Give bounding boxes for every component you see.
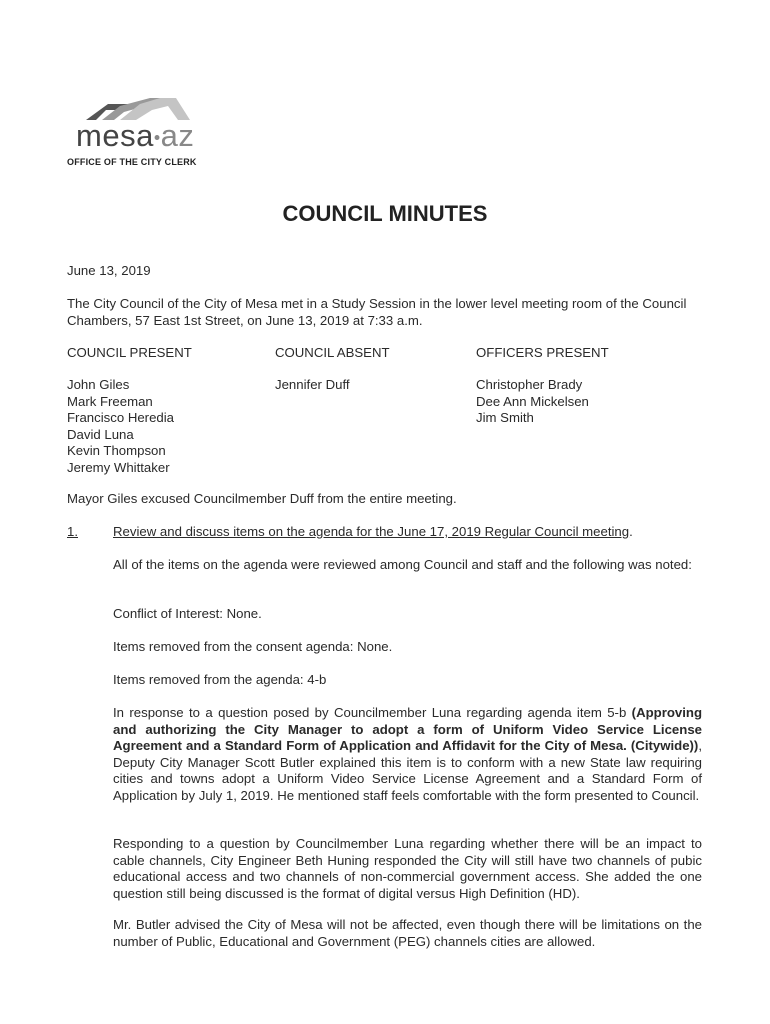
logo-text: mesa	[76, 118, 154, 153]
council-absent-list	[275, 377, 350, 394]
item-paragraph-cable: Responding to a question by Councilmember Luna regarding whether there will be an impact to cable channels, City Engineer Beth Huning responded the City will still have two channels of pubic educational access and two channels of non-commercial government access. She added the one question still being discussed is the format of digital versus High Definition (HD).	[113, 836, 702, 901]
list-item: Francisco Heredia	[67, 410, 175, 425]
logo-suffix: az	[160, 118, 195, 153]
council-absent-heading: COUNCIL ABSENT	[275, 345, 390, 360]
item-title-text: Review and discuss items on the agenda for the June 17, 2019 Regular Council meeting	[113, 524, 630, 539]
council-present-list	[67, 377, 174, 476]
paragraph-text: , Deputy City Manager Scott Butler explained this item is to conform with a new State law requiring cities and towns adopt a Uniform Video Service License Agreement and a Standard Form of Application by July 1, 2019. He mentioned staff feels comfortable with the form presented to Council.	[113, 738, 702, 803]
officers-present-list	[476, 377, 589, 427]
list-item: Christopher Brady	[476, 377, 583, 392]
list-item: Mark Freeman	[67, 393, 153, 409]
officers-present-heading: OFFICERS PRESENT	[476, 345, 609, 360]
council-present-heading: COUNCIL PRESENT	[67, 345, 192, 360]
list-item: Kevin Thompson	[67, 443, 166, 458]
list-item: Jim Smith	[476, 410, 534, 425]
item-number: 1.	[67, 524, 78, 539]
meeting-date: June 13, 2019	[67, 263, 151, 278]
document-title: COUNCIL MINUTES	[282, 201, 488, 226]
item-paragraph-review: All of the items on the agenda were reviewed among Council and staff and the following was noted:	[113, 557, 692, 572]
item-title-period: .	[629, 524, 633, 539]
consent-removed: Items removed from the consent agenda: None.	[113, 639, 393, 654]
list-item: John Giles	[67, 377, 130, 392]
list-item: Jennifer Duff	[275, 377, 350, 392]
conflict-of-interest: Conflict of Interest: None.	[113, 606, 262, 621]
office-name: OFFICE OF THE CITY CLERK	[67, 157, 197, 167]
list-item: Dee Ann Mickelsen	[476, 393, 589, 409]
item-paragraph-butler: Mr. Butler advised the City of Mesa will not be affected, even though there will be limitations on the number of Public, Educational and Government (PEG) channels cities are allowed.	[113, 917, 702, 949]
mesa-logo-wordmark	[76, 118, 194, 154]
intro-paragraph: The City Council of the City of Mesa met in a Study Session in the lower level meeting room of the Council Chambers, 57 East 1st Street, on June 13, 2019 at 7:33 a.m.	[67, 296, 687, 328]
item-title	[113, 524, 633, 541]
item-paragraph-luna-question	[113, 705, 702, 804]
excused-note: Mayor Giles excused Councilmember Duff from the entire meeting.	[67, 491, 457, 506]
list-item: Jeremy Whittaker	[67, 459, 170, 475]
agenda-removed: Items removed from the agenda: 4-b	[113, 672, 327, 687]
paragraph-text: In response to a question posed by Councilmember Luna regarding agenda item 5-b	[113, 705, 632, 720]
logo-dot: •	[153, 127, 161, 148]
list-item: David Luna	[67, 426, 134, 442]
agenda-item-bold: (Approving and authorizing the City Manager to adopt a form of Uniform Video Service License Agreement and a Standard Form of Application and Affidavit for the City of Mesa. (Citywide))	[113, 705, 702, 753]
